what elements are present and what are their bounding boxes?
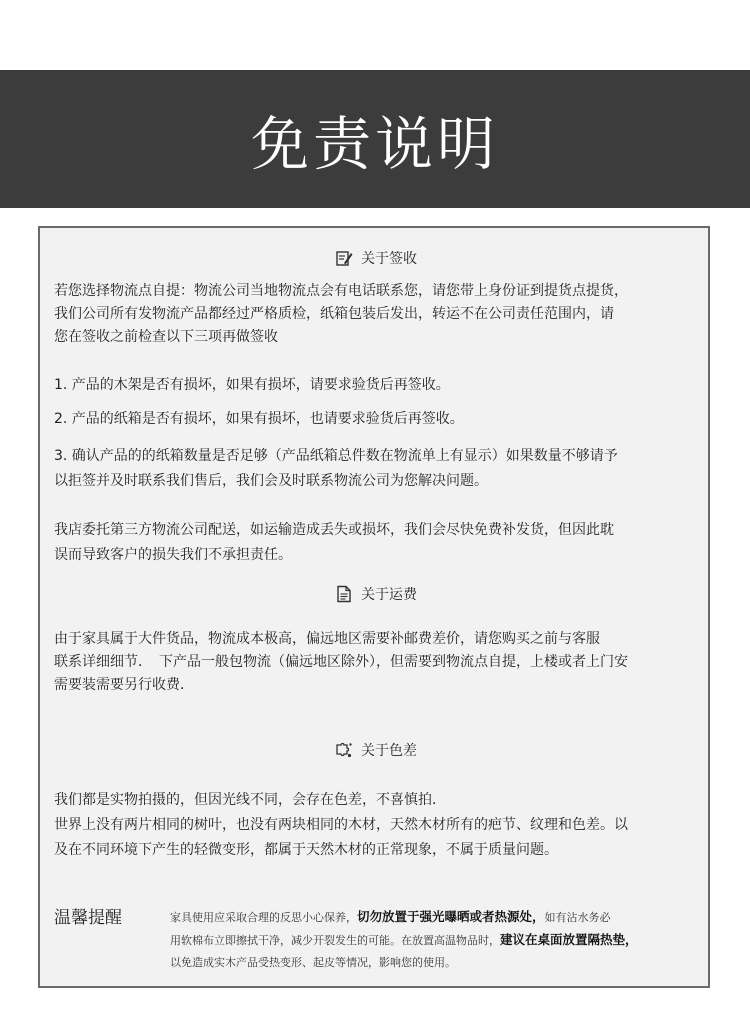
sign-intro-line: 您在签收之前检查以下三项再做签收 bbox=[54, 329, 278, 345]
edit-document-icon bbox=[335, 249, 353, 267]
puzzle-icon bbox=[335, 741, 353, 759]
document-icon bbox=[335, 585, 353, 603]
disclaimer-panel bbox=[38, 226, 710, 988]
freight-line: 联系详细细节． 下产品一般包物流（偏远地区除外），但需要到物流点自提，上楼或者上门安 bbox=[54, 654, 628, 670]
color-section-heading bbox=[40, 740, 712, 760]
tip-text: 以免造成实木产品受热变形、起皮等情况，影响您的使用。 bbox=[170, 956, 456, 969]
sign-item-3-line: 以拒签并及时联系我们售后，我们会及时联系物流公司为您解决问题。 bbox=[54, 473, 488, 489]
page-title: 免责说明 bbox=[250, 110, 499, 178]
sign-intro-line: 若您选择物流点自提：物流公司当地物流点会有电话联系您，请您带上身份证到提货点提货， bbox=[54, 283, 628, 299]
sign-item-3-line: 3. 确认产品的的纸箱数量是否足够（产品纸箱总件数在物流单上有显示）如果数量不够请予 bbox=[54, 448, 618, 464]
tip-body bbox=[170, 906, 710, 974]
freight-line: 由于家具属于大件货品，物流成本极高，偏远地区需要补邮费差价，请您购买之前与客服 bbox=[54, 631, 600, 647]
freight-heading-text: 关于运费 bbox=[361, 587, 417, 603]
color-body bbox=[54, 788, 704, 863]
sign-note-line: 误而导致客户的损失我们不承担责任。 bbox=[54, 547, 292, 563]
tip-emphasis: 切勿放置于强光曝晒或者热源处， bbox=[357, 909, 545, 924]
tip-text: 如有沾水务必 bbox=[544, 911, 611, 924]
color-line: 世界上没有两片相同的树叶，也没有两块相同的木材，天然木材所有的疤节、纹理和色差。以 bbox=[54, 817, 628, 833]
sign-item-2: 2. 产品的纸箱是否有损坏，如果有损坏，也请要求验货后再签收。 bbox=[54, 411, 464, 427]
sign-heading-text: 关于签收 bbox=[361, 251, 417, 267]
tip-title: 温馨提醒 bbox=[54, 908, 122, 928]
tip-emphasis: 建议在桌面放置隔热垫， bbox=[500, 932, 638, 947]
sign-item-1: 1. 产品的木架是否有损坏，如果有损坏，请要求验货后再签收。 bbox=[54, 377, 450, 393]
title-banner bbox=[0, 70, 750, 208]
sign-intro bbox=[54, 280, 704, 349]
freight-section-heading bbox=[40, 584, 712, 604]
freight-body bbox=[54, 628, 704, 697]
sign-section-heading bbox=[40, 248, 712, 268]
color-line: 我们都是实物拍摄的，但因光线不同，会存在色差，不喜慎拍． bbox=[54, 792, 446, 808]
sign-item-3 bbox=[54, 444, 704, 494]
tip-text: 用软棉布立即擦拭干净，减少开裂发生的可能。在放置高温物品时， bbox=[170, 934, 500, 947]
sign-note-line: 我店委托第三方物流公司配送，如运输造成丢失或损坏，我们会尽快免费补发货，但因此耽 bbox=[54, 522, 614, 538]
tip-text: 家具使用应采取合理的反思小心保养， bbox=[170, 911, 357, 924]
sign-intro-line: 我们公司所有发物流产品都经过严格质检，纸箱包装后发出，转运不在公司责任范围内，请 bbox=[54, 306, 614, 322]
sign-note bbox=[54, 518, 704, 568]
freight-line: 需要装需要另行收费． bbox=[54, 677, 194, 693]
color-heading-text: 关于色差 bbox=[361, 743, 417, 759]
color-line: 及在不同环境下产生的轻微变形，都属于天然木材的正常现象，不属于质量问题。 bbox=[54, 842, 558, 858]
